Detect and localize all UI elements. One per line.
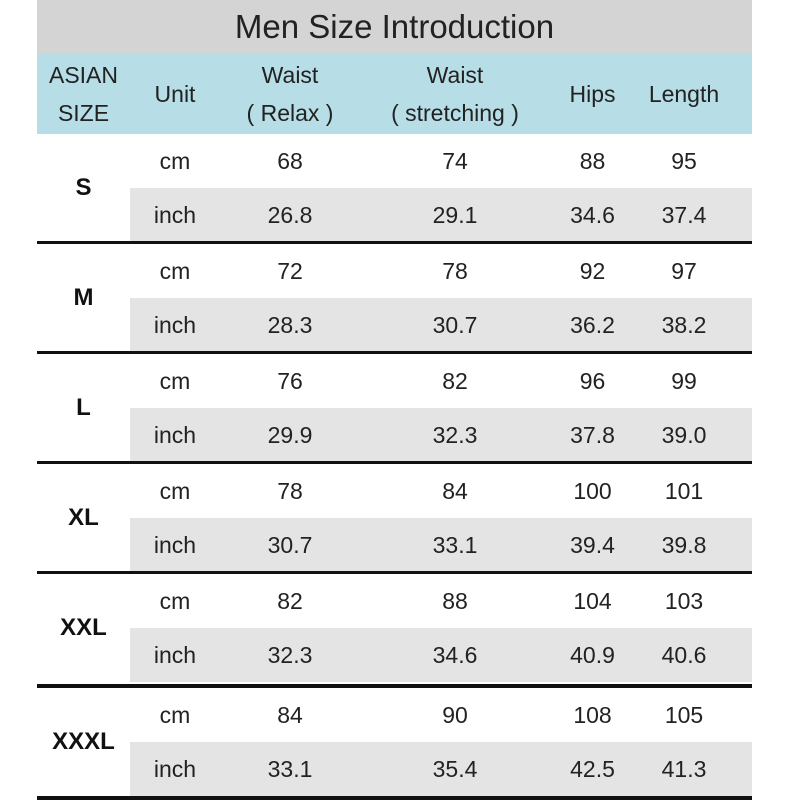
table-row-cm — [37, 134, 752, 188]
waist-relax-cell: 82 — [277, 587, 303, 614]
waist-relax-cell: 72 — [277, 257, 303, 284]
header-waist-stretch-line1: Waist — [426, 61, 484, 88]
length-cell: 105 — [664, 701, 704, 728]
waist-stretch-cell: 33.1 — [432, 531, 478, 558]
title-bar — [37, 0, 752, 53]
waist-relax-cell: 29.9 — [267, 421, 313, 448]
waist-stretch-cell: 35.4 — [432, 755, 478, 782]
header-unit-label: Unit — [154, 80, 196, 107]
header-asian-size — [37, 53, 130, 134]
waist-stretch-cell: 84 — [442, 477, 468, 504]
unit-cell: cm — [159, 257, 191, 284]
header-length-label: Length — [648, 80, 720, 107]
waist-relax-cell: 28.3 — [267, 311, 313, 338]
waist-stretch-cell: 34.6 — [432, 641, 478, 668]
waist-stretch-cell: 32.3 — [432, 421, 478, 448]
page-title: Men Size Introduction — [234, 7, 555, 45]
unit-cell: inch — [153, 531, 197, 558]
size-label: M — [73, 284, 94, 311]
unit-cell: cm — [159, 701, 191, 728]
waist-stretch-cell: 88 — [442, 587, 468, 614]
waist-stretch-cell: 30.7 — [432, 311, 478, 338]
hips-cell: 96 — [579, 367, 606, 394]
size-label: S — [75, 174, 92, 201]
table-row-cm — [37, 688, 752, 742]
waist-stretch-cell: 74 — [442, 147, 468, 174]
hips-cell: 37.8 — [570, 421, 615, 448]
unit-cell: cm — [159, 587, 191, 614]
table-row-cm — [37, 574, 752, 628]
table-row-cm — [37, 464, 752, 518]
table-row-cm — [37, 354, 752, 408]
unit-cell: inch — [153, 641, 197, 668]
waist-relax-cell: 33.1 — [267, 755, 313, 782]
waist-relax-cell: 68 — [277, 147, 303, 174]
waist-stretch-cell: 29.1 — [432, 201, 478, 228]
hips-cell: 40.9 — [570, 641, 615, 668]
length-cell: 38.2 — [661, 311, 707, 338]
waist-relax-cell: 30.7 — [267, 531, 313, 558]
hips-cell: 104 — [573, 587, 612, 614]
length-cell: 97 — [671, 257, 697, 284]
length-cell: 95 — [671, 147, 697, 174]
length-cell: 103 — [664, 587, 704, 614]
size-label: XXXL — [52, 728, 115, 755]
size-group-xl — [37, 464, 752, 572]
unit-cell: inch — [153, 755, 197, 782]
header-waist-stretch-line2: ( stretching ) — [391, 99, 519, 126]
hips-cell: 39.4 — [570, 531, 615, 558]
waist-relax-cell: 76 — [277, 367, 303, 394]
unit-cell: cm — [159, 367, 191, 394]
hips-cell: 36.2 — [570, 311, 615, 338]
table-row-cm — [37, 244, 752, 298]
waist-relax-cell: 32.3 — [267, 641, 313, 668]
table-row-inch — [37, 298, 752, 352]
header-waist-relax-line1: Waist — [261, 61, 319, 88]
size-group-xxxl — [37, 688, 752, 796]
waist-relax-cell: 26.8 — [267, 201, 313, 228]
length-cell: 99 — [671, 367, 697, 394]
length-cell: 101 — [664, 477, 704, 504]
length-cell: 39.0 — [661, 421, 707, 448]
waist-relax-cell: 84 — [277, 701, 303, 728]
table-row-inch — [37, 742, 752, 796]
hips-cell: 42.5 — [570, 755, 615, 782]
length-cell: 40.6 — [661, 641, 707, 668]
header-waist-relax-line2: ( Relax ) — [246, 99, 334, 126]
hips-cell: 100 — [573, 477, 612, 504]
length-cell: 39.8 — [661, 531, 707, 558]
waist-stretch-cell: 78 — [442, 257, 468, 284]
unit-cell: inch — [153, 421, 197, 448]
table-row-inch — [37, 628, 752, 682]
header-hips — [550, 53, 635, 134]
waist-stretch-cell: 90 — [442, 701, 468, 728]
unit-cell: cm — [159, 147, 191, 174]
unit-cell: inch — [153, 201, 197, 228]
size-group-xxl — [37, 574, 752, 682]
header-size-line2: SIZE — [57, 99, 110, 126]
hips-cell: 92 — [579, 257, 606, 284]
hips-cell: 34.6 — [570, 201, 615, 228]
size-label: XL — [68, 504, 99, 531]
header-waist-stretching — [360, 53, 550, 134]
waist-stretch-cell: 82 — [442, 367, 468, 394]
size-label: L — [76, 394, 91, 421]
table-row-inch — [37, 518, 752, 572]
size-group-m — [37, 244, 752, 352]
unit-cell: inch — [153, 311, 197, 338]
length-cell: 37.4 — [661, 201, 707, 228]
hips-cell: 88 — [579, 147, 606, 174]
length-cell: 41.3 — [661, 755, 707, 782]
table-row-inch — [37, 188, 752, 242]
size-group-l — [37, 354, 752, 462]
header-size-line1: ASIAN — [48, 61, 119, 88]
table-row-inch — [37, 408, 752, 462]
size-label: XXL — [60, 614, 107, 641]
header-length — [635, 53, 733, 134]
header-waist-relax — [220, 53, 360, 134]
header-unit — [130, 53, 220, 134]
size-group-s — [37, 134, 752, 242]
row-divider — [37, 796, 752, 800]
waist-relax-cell: 78 — [277, 477, 303, 504]
unit-cell: cm — [159, 477, 191, 504]
hips-cell: 108 — [573, 701, 612, 728]
header-hips-label: Hips — [569, 80, 616, 107]
table-header — [37, 53, 752, 134]
